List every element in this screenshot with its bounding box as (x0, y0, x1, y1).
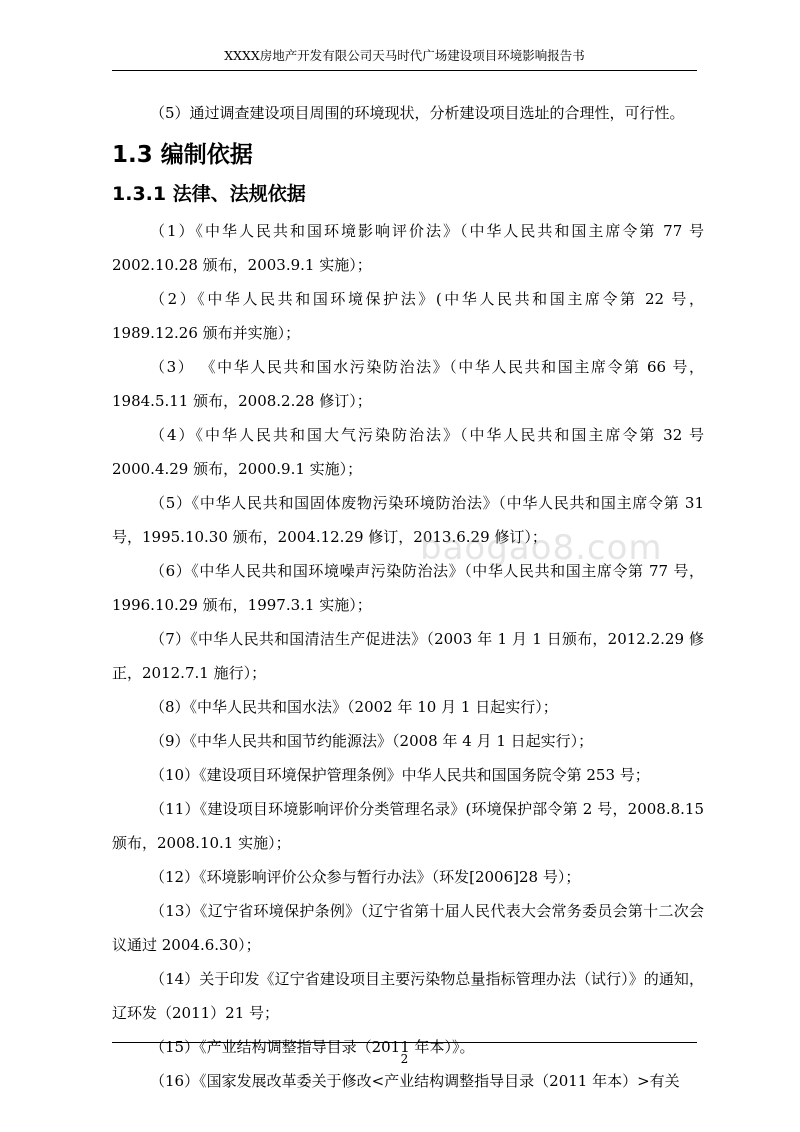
intro-paragraph: （5）通过调查建设项目周围的环境现状，分析建设项目选址的合理性，可行性。 (150, 104, 685, 122)
page-number: 2 (400, 1052, 409, 1066)
list-item: （7）《中华人民共和国清洁生产促进法》（2003 年 1 月 1 日颁布，2012.2.29 修正，2012.7.1 施行）； (112, 630, 704, 682)
list-item: （16）《国家发展改革委关于修改<产业结构调整指导目录（2011 年本）>有关 (150, 1072, 680, 1090)
list-item: （11）《建设项目环境影响评价分类管理名录》(环境保护部令第 2 号，2008.8.15 颁布，2008.10.1 实施）； (112, 800, 704, 852)
list-item: （15）《产业结构调整指导目录（2011 年本）》。 (150, 1038, 475, 1056)
footer-divider (112, 1042, 697, 1043)
subsection-heading: 1.3.1 法律、法规依据 (112, 183, 306, 205)
header-divider (112, 70, 697, 71)
list-item: （12）《环境影响评价公众参与暂行办法》（环发[2006]28 号）； (150, 868, 581, 886)
list-item: （3） 《中华人民共和国水污染防治法》（中华人民共和国主席令第 66 号，1984.5.11 颁布，2008.2.28 修订）； (112, 358, 704, 410)
list-item: （5）《中华人民共和国固体废物污染环境防治法》（中华人民共和国主席令第 31 号，1995.10.30 颁布，2004.12.29 修订，2013.6.29 修订）； (112, 494, 704, 546)
list-item: （9）《中华人民共和国节约能源法》（2008 年 4 月 1 日起实行）； (150, 732, 594, 750)
list-item: （13）《辽宁省环境保护条例》（辽宁省第十届人民代表大会常务委员会第十二次会议通过 2004.6.30）； (112, 902, 704, 954)
watermark: baogao8.com (420, 528, 663, 568)
list-item: （6）《中华人民共和国环境噪声污染防治法》（中华人民共和国主席令第 77 号，1996.10.29 颁布，1997.3.1 实施）； (112, 562, 704, 614)
section-heading: 1.3 编制依据 (112, 142, 253, 168)
list-item: （2）《中华人民共和国环境保护法》(中华人民共和国主席令第 22 号，1989.12.26 颁布并实施）； (112, 290, 704, 342)
list-item: （14）关于印发《辽宁省建设项目主要污染物总量指标管理办法（试行）》的通知，辽环发（2011）21 号； (112, 970, 704, 1022)
list-item: （4）《中华人民共和国大气污染防治法》（中华人民共和国主席令第 32 号 2000.4.29 颁布，2000.9.1 实施）； (112, 426, 704, 478)
list-item: （1）《中华人民共和国环境影响评价法》（中华人民共和国主席令第 77 号 2002.10.28 颁布，2003.9.1 实施）； (112, 222, 704, 274)
list-item: （10）《建设项目环境保护管理条例》中华人民共和国国务院令第 253 号； (150, 766, 650, 784)
list-item: （8）《中华人民共和国水法》（2002 年 10 月 1 日起实行）； (150, 698, 558, 716)
page-header: XXXX房地产开发有限公司天马时代广场建设项目环境影响报告书 (224, 48, 585, 63)
document-body (112, 96, 704, 1098)
